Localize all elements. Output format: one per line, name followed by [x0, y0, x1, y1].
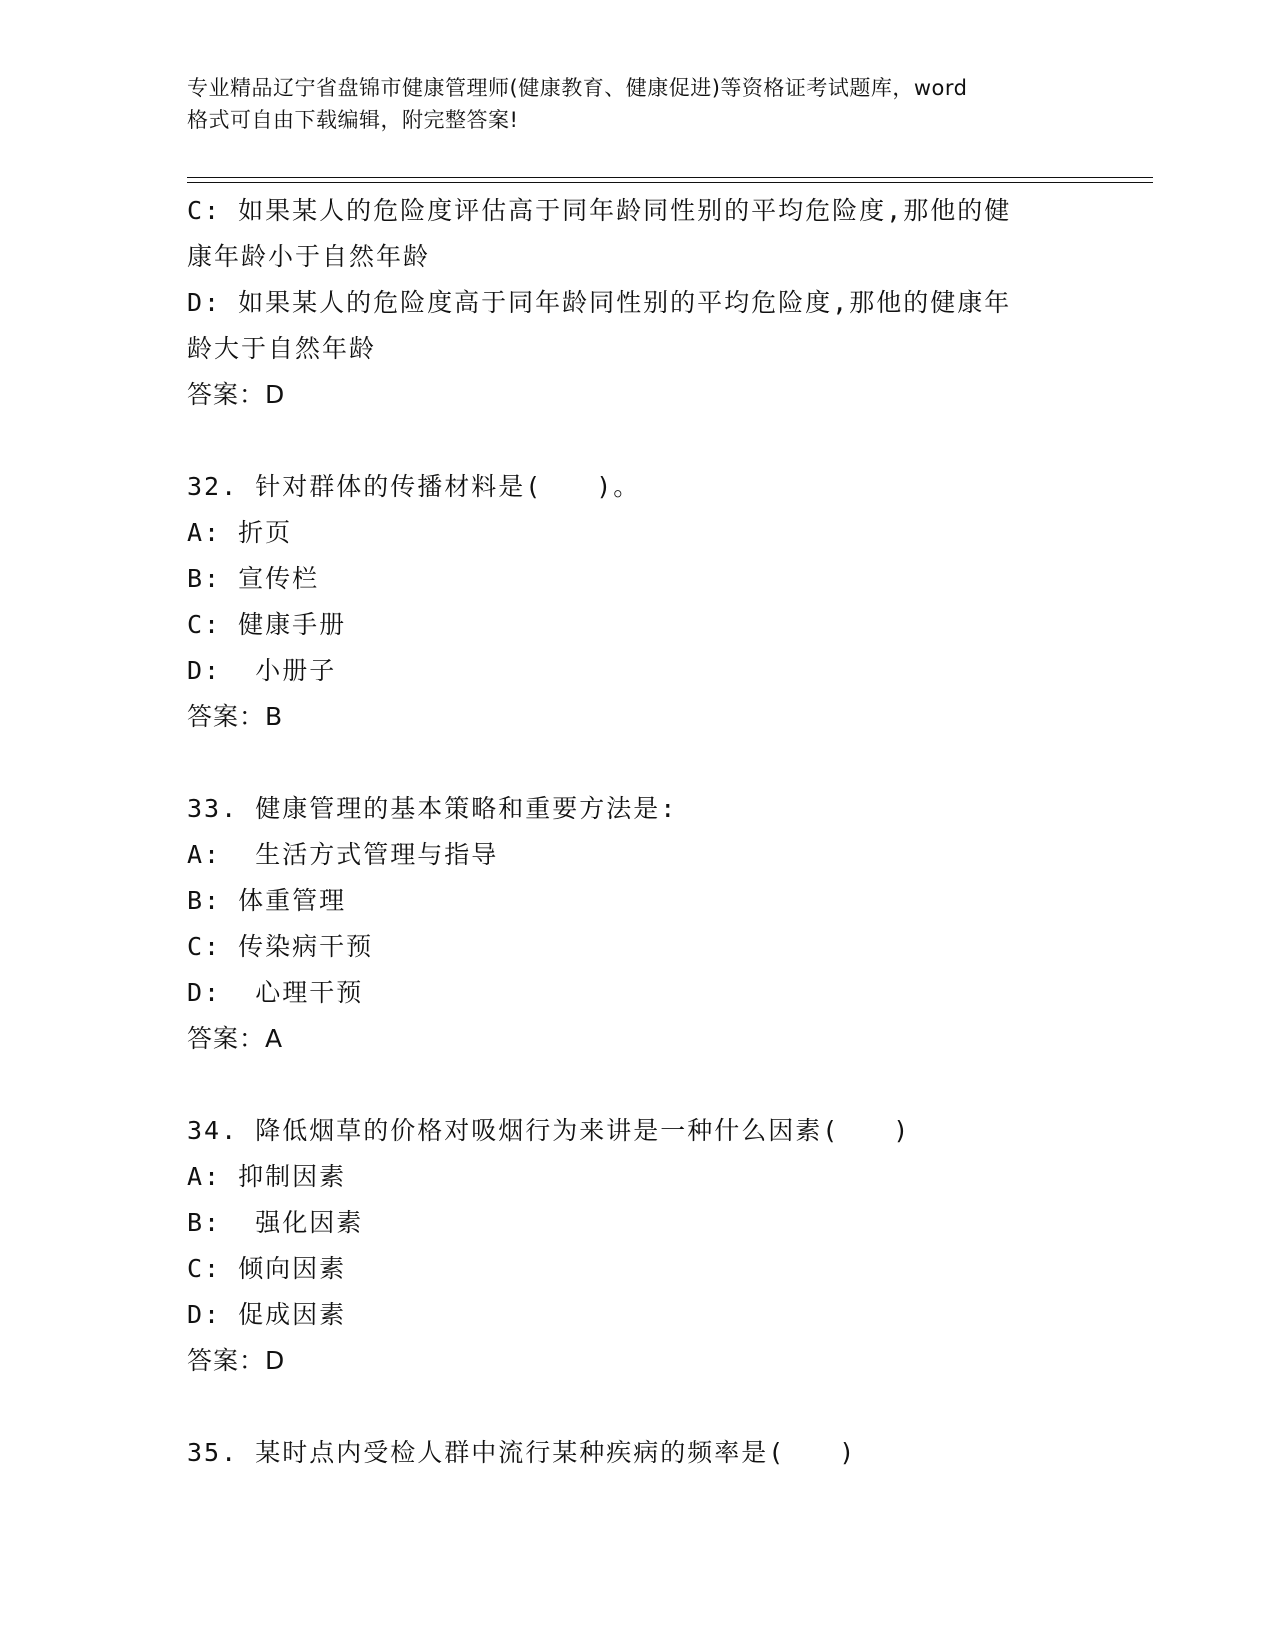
option-c: C: 倾向因素: [187, 1254, 347, 1283]
option-c-line-2: 康年龄小于自然年龄: [187, 242, 431, 271]
question-34: [187, 1108, 1087, 1384]
option-a: A: 折页: [187, 518, 293, 547]
spacer: [187, 740, 1087, 786]
answer-34: 答案：D: [187, 1346, 286, 1375]
answer-31: 答案：D: [187, 380, 286, 409]
document-header: [187, 72, 1087, 136]
spacer: [187, 1062, 1087, 1108]
spacer: [187, 1384, 1087, 1430]
question-32-text: 32. 针对群体的传播材料是( )。: [187, 472, 641, 501]
question-33-text: 33. 健康管理的基本策略和重要方法是:: [187, 794, 678, 823]
question-list: [187, 188, 1087, 1476]
option-b: B: 强化因素: [187, 1208, 364, 1237]
question-32: [187, 464, 1087, 740]
header-line-1: 专业精品辽宁省盘锦市健康管理师(健康教育、健康促进)等资格证考试题库，word: [187, 76, 968, 100]
question-35-text: 35. 某时点内受检人群中流行某种疾病的频率是( ): [187, 1438, 857, 1467]
answer-33: 答案：A: [187, 1024, 284, 1053]
option-c-line-1: C: 如果某人的危险度评估高于同年龄同性别的平均危险度,那他的健: [187, 196, 1012, 225]
question-33: [187, 786, 1087, 1062]
question-31-tail: [187, 188, 1087, 418]
header-divider-bottom: [187, 182, 1153, 183]
option-d-line-2: 龄大于自然年龄: [187, 334, 377, 363]
option-c: C: 传染病干预: [187, 932, 374, 961]
question-35: [187, 1430, 1087, 1476]
header-line-2: 格式可自由下载编辑，附完整答案!: [187, 108, 519, 132]
spacer: [187, 418, 1087, 464]
option-d: D: 小册子: [187, 656, 337, 685]
option-c: C: 健康手册: [187, 610, 347, 639]
option-d-line-1: D: 如果某人的危险度高于同年龄同性别的平均危险度,那他的健康年: [187, 288, 1012, 317]
option-a: A: 抑制因素: [187, 1162, 347, 1191]
header-divider-top: [187, 177, 1153, 178]
option-d: D: 心理干预: [187, 978, 364, 1007]
option-b: B: 体重管理: [187, 886, 347, 915]
question-34-text: 34. 降低烟草的价格对吸烟行为来讲是一种什么因素( ): [187, 1116, 911, 1145]
option-b: B: 宣传栏: [187, 564, 320, 593]
answer-32: 答案：B: [187, 702, 284, 731]
option-a: A: 生活方式管理与指导: [187, 840, 499, 869]
option-d: D: 促成因素: [187, 1300, 347, 1329]
